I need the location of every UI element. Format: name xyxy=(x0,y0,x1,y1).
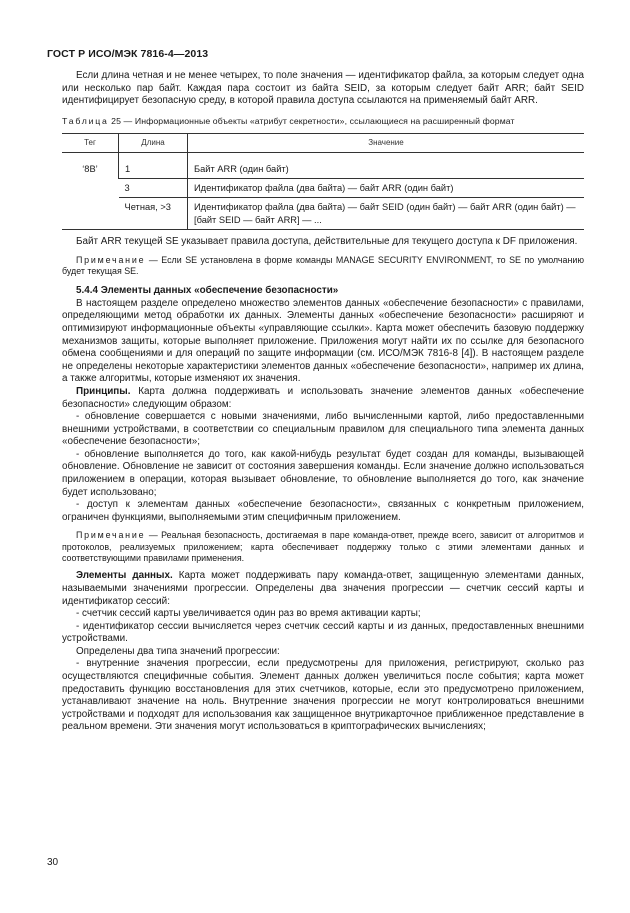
principles-lead: Принципы. xyxy=(76,385,131,397)
intro-paragraph: Если длина четная и не менее четырех, то поле значения — идентификатор файла, за которым следует одна или несколько пар байт. Каждая пара состоит из байта SEID, за которым следует байт ARR; байт SEID идентифицирует безопасную среду, в которой правила доступа ссылаются на применяемый байт ARR. xyxy=(62,70,584,107)
page-header: ГОСТ Р ИСО/МЭК 7816-4—2013 xyxy=(47,48,209,60)
header-length: Длина xyxy=(119,133,188,152)
list-item: - доступ к элементам данных «обеспечение безопасности», связанных с конкретным приложением, ограничен функциями, выполняемыми этим специфичным приложением. xyxy=(62,499,584,523)
table-caption xyxy=(62,116,584,127)
note-1 xyxy=(62,255,584,278)
table-row xyxy=(62,179,584,198)
note-1-text: — Если SE установлена в форме команды MANAGE SECURITY ENVIRONMENT, то SE по умолчанию будет текущая SE. xyxy=(62,254,584,276)
note-2 xyxy=(62,530,584,564)
table-header-row xyxy=(62,133,584,152)
list-item: - обновление выполняется до того, как какой-нибудь результат будет создан для команды, вызывающей обновление. Обновление не зависит от состояния завершения команды. Если значение должно использоваться приложением в операции, которая вызывает обновление, то обновление выполняется до того, как значение будет использовано; xyxy=(62,448,584,498)
principles-paragraph xyxy=(62,386,584,411)
cell-value: Идентификатор файла (два байта) — байт ARR (один байт) xyxy=(188,179,585,198)
table-caption-label: Таблица xyxy=(62,115,109,126)
data-elements-lead: Элементы данных. xyxy=(76,570,173,582)
cell-length: Четная, >3 xyxy=(119,198,188,230)
list-item: - внутренние значения прогрессии, если предусмотрены для приложения, регистрируют, сколько раз осуществляются специфичные события. Элемент данных должен увеличиться после события; карта может предоставить функцию восстановления для этих счетчиков, которые, если это предусмотрено приложением, устанавливают значение на ноль. Внутренние значения прогрессии не могут контролироваться внешними устройствами и подходят для использования как защищенное внутрикарточное приближенное представление в реальном времени. Эти значения могут использоваться в криптографических вычислениях; xyxy=(62,658,584,733)
data-elements-paragraph xyxy=(62,570,584,608)
cell-value: Байт ARR (один байт) xyxy=(188,152,585,178)
list-item: - обновление совершается с новыми значениями, либо вычисленными картой, либо предоставленными внешними устройствами, в соответствии со специальным правилом для специального типа элемента данных «обеспечение безопасности»; xyxy=(62,411,584,448)
table-row xyxy=(62,198,584,230)
table-row xyxy=(62,152,584,178)
section-heading: 5.4.4 Элементы данных «обеспечение безопасности» xyxy=(76,285,339,297)
header-value: Значение xyxy=(188,133,585,152)
principles-text: Карта должна поддерживать и использовать значение элементов данных «обеспечение безопасности» следующим образом: xyxy=(62,385,584,410)
list-item: - счетчик сессий карты увеличивается один раз во время активации карты; xyxy=(76,608,421,620)
cell-length: 1 xyxy=(119,152,188,178)
data-elements-text: Карта может поддерживать пару команда-ответ, защищенную элементами данных, называемыми значениями прогрессии. Определены два значения прогрессии — счетчик сессий карты и идентификатор сессий: xyxy=(62,570,584,607)
section-paragraph: В настоящем разделе определено множество элементов данных «обеспечение безопасности» с правилами, определяющими метод обработки их данных. Элементы данных «обеспечение безопасности» расширяют и оптимизируют информационные объекты «управляющие ссылки». Карта может обеспечить базовую поддержку механизмов защиты, которые выполняет приложение. Приложения могут найти их по ссылке для безопасного обмена сообщениями и для операций по защите информации (см. ИСО/МЭК 7816-8 [4]). В настоящем разделе не определены некоторые характеристики элементов данных «обеспечение безопасности», например их длина, а также алгоритмы, которые изменяют их значения. xyxy=(62,297,584,385)
page-number: 30 xyxy=(47,857,59,868)
cell-length: 3 xyxy=(119,179,188,198)
cell-value: Идентификатор файла (два байта) — байт SEID (один байт) — байт ARR (один байт) — [байт SEID — байт ARR] — ... xyxy=(188,198,585,230)
page-content xyxy=(62,70,584,734)
two-types-intro: Определены два типа значений прогрессии: xyxy=(76,645,280,657)
list-item: - идентификатор сессии вычисляется через счетчик сессий карты и из данных, предоставленных внешними устройствами. xyxy=(62,620,584,645)
cell-tag: ‘8B’ xyxy=(62,152,119,229)
note-2-text: — Реальная безопасность, достигаемая в паре команда-ответ, прежде всего, зависит от алгоритмов и протоколов, реализуемых приложением; карта обеспечивает поддержку только с этими элементами данных и соответствующими правилами применения. xyxy=(62,530,584,564)
attribute-table xyxy=(62,133,584,230)
after-table-paragraph: Байт ARR текущей SE указывает правила доступа, действительные для текущего доступа к DF приложения. xyxy=(76,235,578,247)
header-tag: Тег xyxy=(62,133,119,152)
note-2-label: Примечание xyxy=(76,530,146,541)
note-1-label: Примечание xyxy=(76,254,146,265)
table-caption-text: 25 — Информационные объекты «атрибут секретности», ссылающиеся на расширенный формат xyxy=(108,115,515,126)
